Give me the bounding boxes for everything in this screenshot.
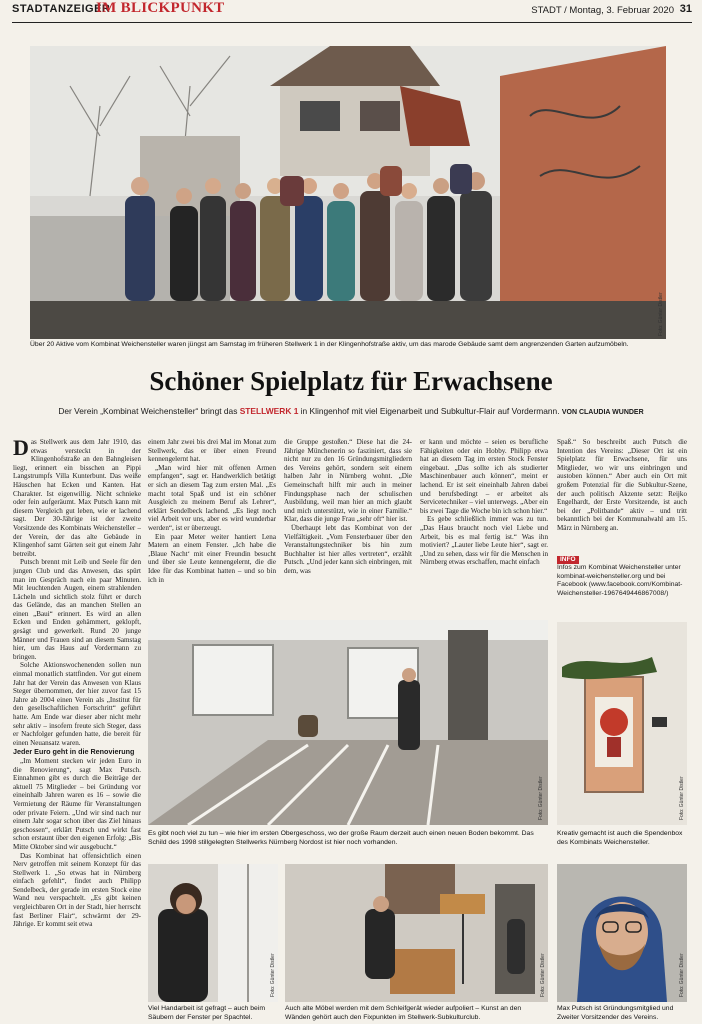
portrait-illustration bbox=[557, 864, 687, 1002]
page-header bbox=[12, 0, 692, 23]
donation-photo-caption: Kreativ gemacht ist auch die Spendenbox des Kombinats Weichensteller. bbox=[557, 830, 683, 846]
donation-box-photo bbox=[557, 622, 687, 825]
author: VON CLAUDIA WUNDER bbox=[561, 409, 644, 416]
article-paragraph: einem Jahr zwei bis drei Mal im Monat zum Stellwerk, das er über einen Freund kennengelernt hat. bbox=[148, 438, 276, 464]
article-column-1 bbox=[13, 438, 141, 1024]
group-photo-illustration bbox=[30, 46, 666, 339]
deck-text-end: in Klingenhof mit viel Eigenarbeit und Subkultur-Flair auf Vordermann. bbox=[298, 406, 560, 416]
article-paragraph: „Im Moment stecken wir jeden Euro in die Renovierung“, sagt Max Putsch. Einnahmen gibt es durch die Beiträge der aktuell 75 Mitglieder – bei Gründung vor eineinhalb Jahren waren es 16 – sowie die Vermietung der Räume für Veranstaltungen oder private Feiern. „Und wir sind nach nur einem Jahr sogar schon über das Ziel hinaus geschossen“, erklärt Putsch und wirkt fast schon erstaunt über den eigenen Erfolg: „Bis Mitte Oktober sind wir ausgebucht.“ bbox=[13, 756, 141, 851]
deck-highlight: STELLWERK 1 bbox=[239, 406, 299, 416]
section-title: IM BLICKPUNKT bbox=[96, 0, 225, 16]
donation-photo-credit: Foto: Günter Distler bbox=[679, 776, 685, 820]
article-paragraph: er kann und möchte – seien es berufliche Fähigkeiten oder ein Hobby. Philipp etwa hat an diesem Tag im ersten Stock Fenster eingebaut. „Das sollte ich als studierter Maschinenbauer auch können“, meint er lachend. Er ist seit eineinhalb Jahren dabei und berufsbedingt – er arbeitet als Servicetechniker – viel unterwegs. „Aber ein bis zwei Tage die Woche bin ich schon hier.“ bbox=[420, 438, 548, 515]
window-illustration bbox=[148, 864, 278, 1002]
article-column-4 bbox=[420, 438, 548, 618]
main-photo-caption: Über 20 Aktive vom Kombinat Weichensteller waren jüngst am Samstag im früheren Stellwerk 1 in der Klingenhofstraße aktiv, um das marode Gebäude samt dem angrenzenden Garten aufzumöbeln. bbox=[30, 341, 629, 348]
info-text: Infos zum Kombinat Weichensteller unter kombinat-weichensteller.org und bei Facebook (www.facebook.com/Kombinat-Weichensteller-1967649446867008/) bbox=[557, 564, 683, 597]
info-label: INFO bbox=[557, 556, 579, 564]
dateline: STADT / Montag, 3. Februar 2020 bbox=[531, 5, 674, 16]
article-paragraph: die Gruppe gestoßen.“ Diese hat die 24-Jährige Münchenerin so fasziniert, dass sie nicht nur zu den 16 Gründungsmitgliedern des Vereins gehört, sondern seit einem halben Jahr in Nürnberg wohnt. „Die Gemeinschaft hilft mir auch in meiner Findungsphase nach der schulischen Ausbildung, weil man hier an mich glaubt und mich unterstützt, wie in einer Familie.“ Klar, dass die junge Frau „sehr oft“ hier ist. bbox=[284, 438, 412, 524]
window-photo-credit: Foto: Günter Distler bbox=[270, 953, 276, 997]
drop-cap: D bbox=[13, 438, 29, 460]
article-paragraph: „Man wird hier mit offenen Armen empfangen“, sagt er. Handwerklich betätigt er sich an diesem Tag zum ersten Mal. „Es macht total Spaß und ist ein schöner Ausgleich zu meinem Beruf als Lehrer“, erklärt Sendelbeck lachend. „Es liegt noch viel Arbeit vor uns, aber es wird wunderbar werden“, ist er überzeugt. bbox=[148, 463, 276, 532]
interior-photo-caption: Es gibt noch viel zu tun – wie hier im ersten Obergeschoss, wo der große Raum derzeit auch einen neuen Boden bekommt. Das Schild des 1998 stillgelegten Stellwerks Nürnberg Nordost ist hier noch vorhanden. bbox=[148, 830, 534, 846]
portrait-photo-credit: Foto: Günter Distler bbox=[679, 953, 685, 997]
article-paragraph: Putsch brennt mit Leib und Seele für den jungen Club und das Anwesen, das spürt man im Gespräch nach ein paar Minuten. Mit leuchtenden Augen, einem strahlenden Lächeln und sichtlich stolz führt er durch das Gelände, das an manchen Stellen an einen „Baui“ erinnert. Es wird an allen Ecken und Enden gehämmert, geklopft, gesägt und gewerkelt. Rund 20 junge Männer und Frauen sind an diesem Samstag hier, um das Haus auf Vordermann zu bringen. bbox=[13, 558, 141, 661]
article-paragraph: Ein paar Meter weiter hantiert Lena Matern an einem Fenster. „Ich habe die ‚Blaue Nacht‘ mit einer Freundin besucht und über sie Leute kennengelernt, die die Idee für das Kombinat hatten – und so bin ich in bbox=[148, 532, 276, 584]
article-paragraph: Spaß.“ So beschreibt auch Putsch die Intention des Vereins: „Dieser Ort ist ein Spielplatz für Erwachsene, für uns Mitglieder, wo wir uns einbringen und austoben können.“ Aber auch ein Ort mit großem Potenzial für die Subkultur-Szene, der auch politisch Akzente setzt: Reijko Engelhardt, der Erste Vorsitzende, ist auch bei der „Politbande“ aktiv – und tritt bekanntlich bei der Kommunalwahl am 15. März in Nürnberg an. bbox=[557, 438, 687, 532]
furniture-photo-caption: Auch alte Möbel werden mit dem Schleifgerät wieder aufpoliert – Kunst an den Wänden gehört auch den Fixpunkten im Stellwerk-Subkulturclub. bbox=[285, 1005, 522, 1021]
interior-photo bbox=[148, 620, 548, 825]
article-paragraph: Überhaupt lebt das Kombinat von der Vielfältigkeit. „Vom Fensterbauer über den Veranstaltungstechniker bis hin zum Buchhalter ist hier alles vertreten“, erzählt Putsch. „Und jeder kann sich einbringen, mit dem, was bbox=[284, 523, 412, 575]
deck-text: Der Verein „Kombinat Weichensteller“ bringt das bbox=[58, 406, 240, 416]
headline: Schöner Spielplatz für Erwachsene bbox=[149, 366, 553, 396]
section-label: STADTANZEIGER bbox=[12, 3, 111, 15]
portrait-photo-caption: Max Putsch ist Gründungsmitglied und Zweiter Vorsitzender des Vereins. bbox=[557, 1005, 674, 1021]
info-box bbox=[557, 556, 687, 598]
interior-illustration bbox=[148, 620, 548, 825]
main-photo bbox=[30, 46, 666, 339]
portrait-photo bbox=[557, 864, 687, 1002]
article-paragraph: Solche Aktionswochenenden sollen nun einmal monatlich stattfinden. Vor gut einem Jahr hat der Verein das Anwesen von Klaus Steger übernommen, der hier zuvor fast 15 Jahre ab 2004 einen Verein als „Institut für den gesellschaftlichen Fortschritt“ geführt hatte. Am Ende war dieser aber nicht mehr sehr aktiv – insofern freute sich Steger, dass er Nachfolger gefunden hatte, die bereit für einen Neuansatz waren. bbox=[13, 661, 141, 747]
interior-photo-credit: Foto: Günter Distler bbox=[538, 776, 544, 820]
donation-box-illustration bbox=[557, 622, 687, 825]
furniture-photo-credit: Foto: Günter Distler bbox=[540, 953, 546, 997]
article-paragraph: Es gebe schließlich immer was zu tun. „Das Haus braucht noch viel Liebe und Arbeit, bis es mal fertig ist.“ Was ihn motiviert? „Lauter liebe Leute hier“, sagt er. „Und zu sehen, dass wir für die Menschen in Nürnberg etwas erschaffen, macht einfach bbox=[420, 515, 548, 567]
window-photo bbox=[148, 864, 278, 1002]
article-column-2 bbox=[148, 438, 276, 618]
furniture-photo bbox=[285, 864, 548, 1002]
window-photo-caption: Viel Handarbeit ist gefragt – auch beim Säubern der Fenster per Spachtel. bbox=[148, 1005, 266, 1021]
article-paragraph: as Stellwerk aus dem Jahr 1910, das etwas versteckt in der Klingenhofstraße an den Bahngleisen liegt, erinnert ein bisschen an Pippi Langstrumpfs Villa Kunterbunt. Das weiße Häuschen hat Ecken und Kanten. Hat Charakter. Ist eigenwillig. Nicht schnieke oder fein aufgeräumt. Max Putsch kann mit diesem Vergleich gut leben, wie er lachend sagt. Der 30-Jährige ist der zweite Vorsitzende des Kombinats Weichensteller – der Verein, der das alte Gebäude in Klingenhof samt Gärten seit gut einem Jahr betreibt. bbox=[13, 438, 141, 558]
article-paragraph: Das Kombinat hat offensichtlich einen Nerv getroffen mit seinem Konzept für das Stellwerk 1. „So etwas hat in Nürnberg einfach gefehlt“, findet auch Philipp Sendelbeck, der gerade im ersten Stock eine Wand neu verspachtelt. „Es gibt keinen vergleichbaren Ort in der Stadt, hier herrscht fast Berliner Flair“, schwärmt der 29-Jährige. Er kommt seit etwa bbox=[13, 851, 141, 929]
deck bbox=[0, 406, 702, 416]
article-column-3 bbox=[284, 438, 412, 618]
subheading: Jeder Euro geht in die Renovierung bbox=[13, 747, 135, 757]
main-photo-credit: Foto: Günter Distler bbox=[658, 292, 664, 336]
article-column-5 bbox=[557, 438, 687, 550]
furniture-illustration bbox=[285, 864, 548, 1002]
page-number: 31 bbox=[679, 3, 692, 15]
